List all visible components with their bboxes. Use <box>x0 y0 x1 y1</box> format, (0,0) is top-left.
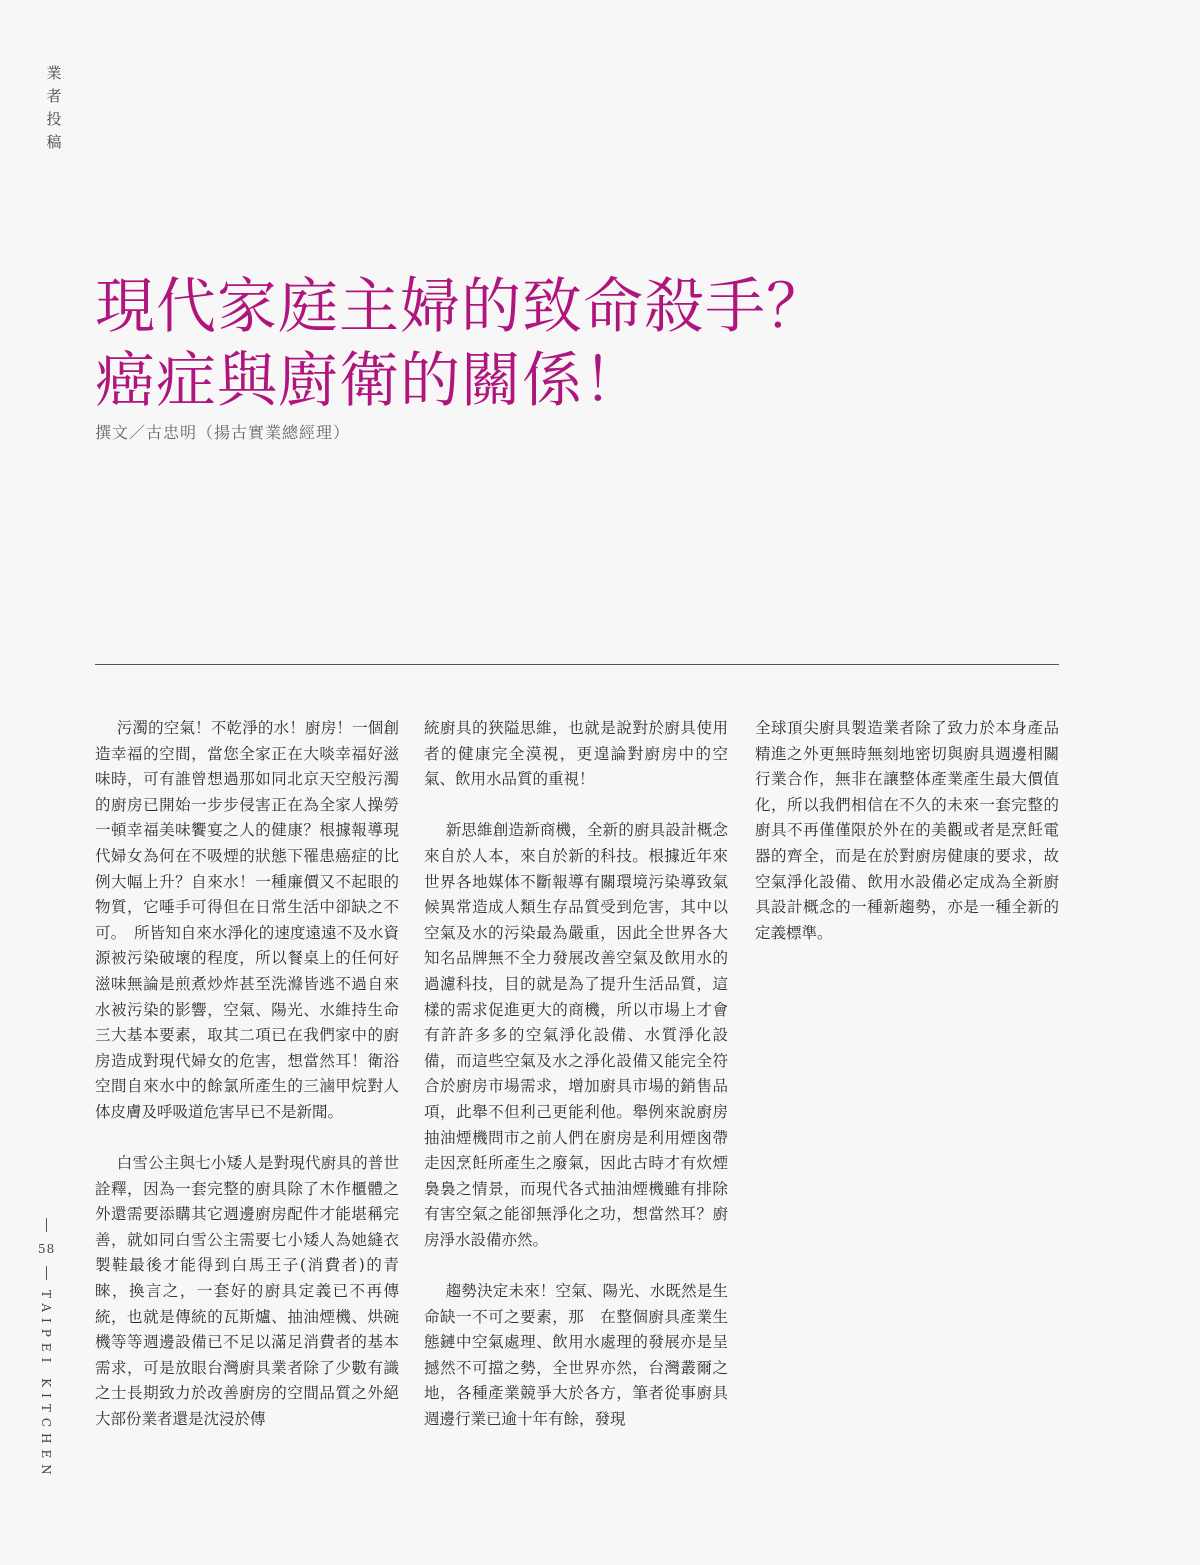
folio-bar <box>46 1266 47 1280</box>
article-title-line-1: 現代家庭主婦的致命殺手？ <box>95 272 827 342</box>
paragraph: 污濁的空氣！不乾淨的水！廚房！一個創造幸福的空間，當您全家正在大啖幸福好滋味時，可有誰曾想過那如同北京天空般污濁的廚房已開始一步步侵害正在為全家人操勞一頓幸福美味饗宴之人的健康？根據報導現代婦女為何在不吸煙的狀態下罹患癌症的比例大幅上升？自來水！一種廉價又不起眼的物質，它唾手可得但在日常生活中卻缺之不可。 所皆知自來水淨化的速度遠遠不及水資源被污染破壞的程度，所以餐桌上的任何好滋味無論是煎煮炒炸甚至洗滌皆逃不過自來水被污染的影響，空氣、陽光、水維持生命三大基本要素，取其二項已在我們家中的廚房造成對現代婦女的危害，想當然耳！衛浴空間自來水中的餘氯所產生的三滷甲烷對人体皮膚及呼吸道危害早已不是新聞。 <box>95 719 399 1121</box>
magazine-name: TAIPEI KITCHEN <box>39 1290 53 1481</box>
folio-bar <box>46 1218 47 1232</box>
paragraph-continued: 統廚具的狹隘思維，也就是說對於廚具使用者的健康完全漠視，更遑論對廚房中的空氣、飲用水品質的重視！ <box>424 719 728 789</box>
text-column-1 <box>95 716 399 1458</box>
paragraph: 白雪公主與七小矮人是對現代廚具的普世詮釋，因為一套完整的廚具除了木作櫃體之外還需要添購其它週邊廚房配件才能堪稱完善，就如同白雪公主需要七小矮人為她縫衣製鞋最後才能得到白馬王子(消費者)的青睞，換言之，一套好的廚具定義已不再傳統，也就是傳統的瓦斯爐、抽油煙機、烘碗機等等週邊設備已不足以滿足消費者的基本需求，可是放眼台灣廚具業者除了少數有識之士長期致力於改善廚房的空間品質之外絕大部份業者還是沈浸於傳 <box>95 1154 399 1429</box>
divider-line <box>95 664 1059 665</box>
article-title-line-2: 癌症與廚衛的關係！ <box>95 346 644 416</box>
folio <box>38 1218 54 1481</box>
page-number: 58 <box>38 1242 56 1256</box>
text-column-3 <box>755 716 1059 972</box>
section-tag: 業者投稿 <box>46 64 62 151</box>
byline: 撰文／古忠明（揚古實業總經理） <box>95 423 351 442</box>
paragraph: 新思維創造新商機，全新的廚具設計概念來自於人本，來自於新的科技。根據近年來世界各地媒体不斷報導有關環境污染導致氣候異常造成人類生存品質受到危害，其中以空氣及水的污染最為嚴重，因此全世界各大知名品牌無不全力發展改善空氣及飲用水的過濾科技，目的就是為了提升生活品質，這樣的需求促進更大的商機，所以市場上才會有許許多多的空氣淨化設備、水質淨化設備，而這些空氣及水之淨化設備又能完全符合於廚房市場需求，增加廚具市場的銷售品項，此舉不但利己更能利他。舉例來說廚房抽油煙機問市之前人們在廚房是利用煙囪帶走因烹飪所產生之廢氣，因此古時才有炊煙裊裊之情景，而現代各式抽油煙機雖有排除有害空氣之能卻無淨化之功，想當然耳？廚房淨水設備亦然。 <box>424 821 728 1249</box>
article-title <box>95 270 995 418</box>
text-column-2 <box>424 716 728 1458</box>
paragraph: 趨勢決定未來！空氣、陽光、水既然是生命缺一不可之要素，那 在整個廚具產業生態鏈中空氣處理、飲用水處理的發展亦是呈撼然不可擋之勢，全世界亦然，台灣叢爾之地，各種產業競爭大於各方，筆者從事廚具週邊行業已逾十年有餘，發現 <box>424 1282 728 1429</box>
paragraph-continued: 全球頂尖廚具製造業者除了致力於本身產品精進之外更無時無刻地密切與廚具週邊相關行業合作，無非在讓整体產業產生最大價值化，所以我們相信在不久的未來一套完整的廚具不再僅僅限於外在的美觀或者是烹飪電器的齊全，而是在於對廚房健康的要求，故空氣淨化設備、飲用水設備必定成為全新廚具設計概念的一種新趨勢，亦是一種全新的定義標準。 <box>755 719 1059 942</box>
